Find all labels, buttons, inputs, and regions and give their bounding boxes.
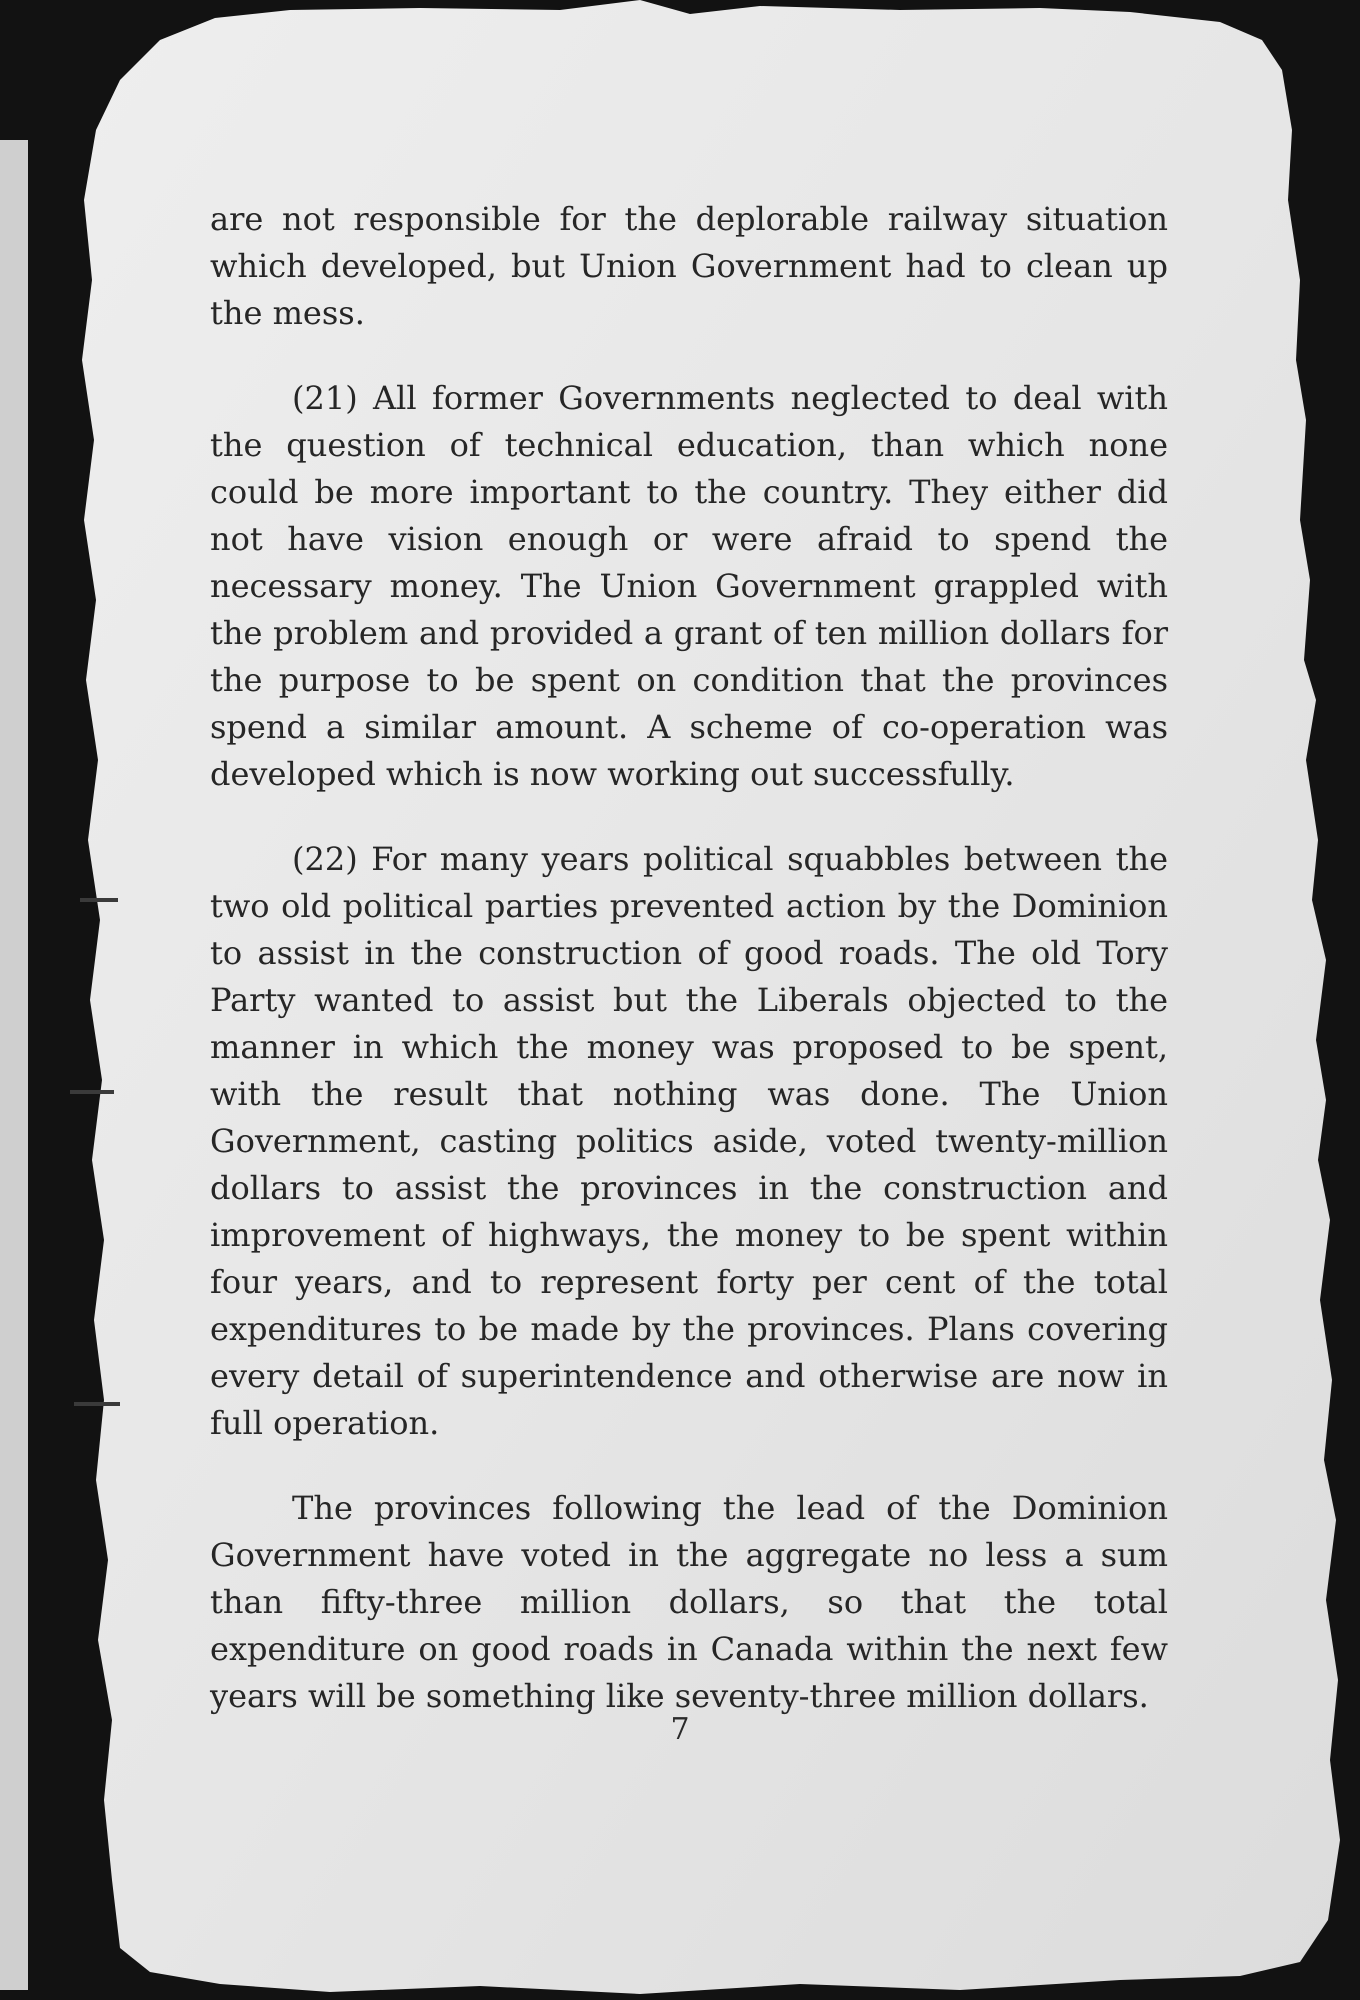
paragraph: The provinces following the lead of the Dominion Government have voted in the aggregate no less a sum than fifty-three million dollars, so that the total expenditure on good roads in Canada within the next few years will be something like seventy-three million dollars. — [210, 1489, 1168, 1715]
paragraph: are not responsible for the deplorable railway situation which developed, but Union Government had to clean up the mess. — [210, 200, 1168, 332]
body-text — [210, 196, 1168, 1758]
margin-mark — [74, 1402, 120, 1406]
page-number: 7 — [670, 1712, 690, 1747]
paragraph: (22) For many years political squabbles between the two old political parties prevented action by the Dominion to assist in the construction of good roads. The old Tory Party wanted to assist but the Liberals objected to the manner in which the money was proposed to be spent, with the result that nothing was done. The Union Government, casting politics aside, voted twenty-million dollars to assist the provinces in the construction and improvement of highways, the money to be spent within four years, and to represent forty per cent of the total expenditures to be made by the provinces. Plans covering every detail of superintendence and otherwise are now in full operation. — [210, 840, 1168, 1442]
margin-mark — [70, 1090, 114, 1094]
paragraph: (21) All former Governments neglected to deal with the question of technical education, than which none could be more important to the country. They either did not have vision enough or were afraid to spend the necessary money. The Union Government grappled with the problem and provided a grant of ten million dollars for the purpose to be spent on condition that the provinces spend a similar amount. A scheme of co-operation was developed which is now working out successfully. — [210, 379, 1168, 793]
margin-mark — [80, 898, 118, 902]
